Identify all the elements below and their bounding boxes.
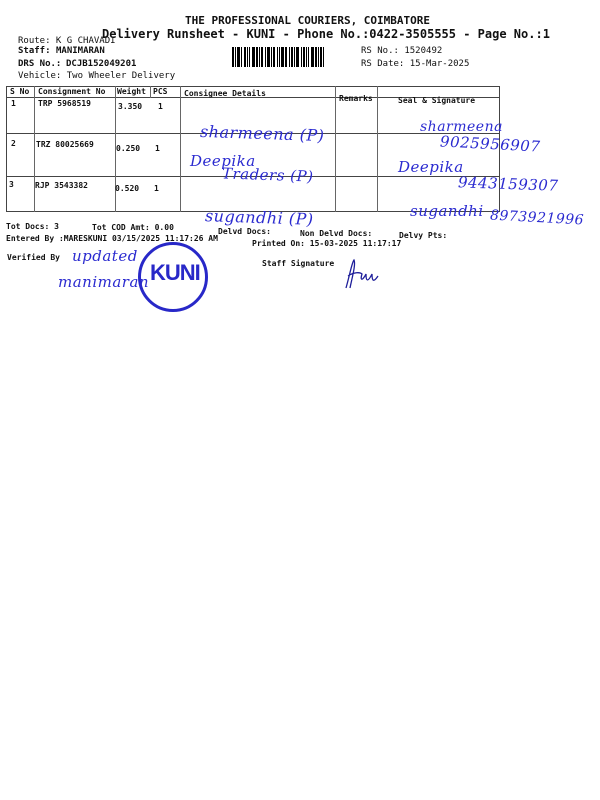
row2-weight: 0.250 xyxy=(116,144,141,153)
company-name: THE PROFESSIONAL COURIERS, COIMBATORE xyxy=(185,14,431,27)
stamp-text: KUNI xyxy=(150,260,200,285)
row3-seal-handwritten: sugandhi xyxy=(410,202,484,220)
row3-consignment: RJP 3543382 xyxy=(35,181,88,190)
row2-pcs: 1 xyxy=(155,144,160,153)
drs-label: DRS No.: xyxy=(18,59,62,69)
row3-phone-handwritten: 8973921996 xyxy=(489,207,585,229)
row3-weight: 0.520 xyxy=(115,184,140,193)
col-header-weight: Weight xyxy=(117,87,146,96)
row1-pcs: 1 xyxy=(158,102,163,111)
staff-signature-label: Staff Signature xyxy=(262,259,335,268)
runsheet-title: Delivery Runsheet - KUNI - Phone No.:0422-3505555 - Page No.:1 xyxy=(102,27,550,41)
verified-handwritten-2: manimaran xyxy=(58,273,150,291)
col-divider xyxy=(34,86,35,212)
rs-number: RS No.: 1520492 xyxy=(361,46,443,56)
row2-phone-handwritten: 9443159307 xyxy=(457,173,559,195)
staff-name: MANIMARAN xyxy=(56,46,105,56)
row3-sno: 3 xyxy=(9,180,14,189)
delivered-docs: Delvd Docs: xyxy=(218,227,271,236)
row1-weight: 3.350 xyxy=(118,102,143,111)
staff-label: Staff: xyxy=(18,46,51,56)
row1-seal-handwritten: sharmeena xyxy=(420,119,503,135)
printed-on: Printed On: 15-03-2025 11:17:17 xyxy=(252,239,402,248)
row2-consignment: TRZ 80025669 xyxy=(36,140,94,149)
row2-sno: 2 xyxy=(11,139,16,148)
col-divider xyxy=(180,86,181,212)
row1-phone-handwritten: 9025956907 xyxy=(439,132,541,156)
col-divider xyxy=(150,86,151,98)
col-header-seal: Seal & Signature xyxy=(398,96,476,105)
delivery-points: Delvy Pts: xyxy=(399,231,448,240)
non-delivered-docs: Non Delvd Docs: xyxy=(300,229,373,238)
col-divider xyxy=(377,86,378,212)
col-header-sno: S No xyxy=(10,87,30,96)
verified-by-label: Verified By xyxy=(7,253,60,262)
row2-consignee-line2-handwritten: Traders (P) xyxy=(221,164,314,186)
row3-pcs: 1 xyxy=(154,184,159,193)
row1-sno: 1 xyxy=(11,99,16,108)
col-header-remarks: Remarks xyxy=(339,94,373,103)
entered-by: Entered By :MARESKUNI 03/15/2025 11:17:26 AM xyxy=(6,234,218,243)
rs-date: RS Date: 15-Mar-2025 xyxy=(361,59,470,69)
row2-consignee-handwritten: Deepika xyxy=(190,152,256,170)
drs-number: DCJB152049201 xyxy=(66,59,137,69)
vehicle-text: Vehicle: Two Wheeler Delivery xyxy=(18,71,176,81)
row1-consignment: TRP 5968519 xyxy=(38,99,91,108)
col-header-pcs: PCS xyxy=(153,87,168,96)
row3-consignee-handwritten: sugandhi (P) xyxy=(204,206,314,229)
col-divider xyxy=(335,86,336,212)
total-cod: Tot COD Amt: 0.00 xyxy=(92,223,174,232)
row1-consignee-handwritten: sharmeena (P) xyxy=(199,121,325,146)
col-header-consignee: Consignee Details xyxy=(184,89,266,98)
staff-signature-mark xyxy=(340,254,380,294)
row2-seal-handwritten: Deepika xyxy=(398,158,464,176)
route-text: Route: K G CHAVADI xyxy=(18,36,116,46)
total-docs: Tot Docs: 3 xyxy=(6,222,59,231)
verified-handwritten-1: updated xyxy=(72,247,138,265)
barcode xyxy=(232,47,352,67)
col-header-consignment: Consignment No xyxy=(38,87,106,96)
